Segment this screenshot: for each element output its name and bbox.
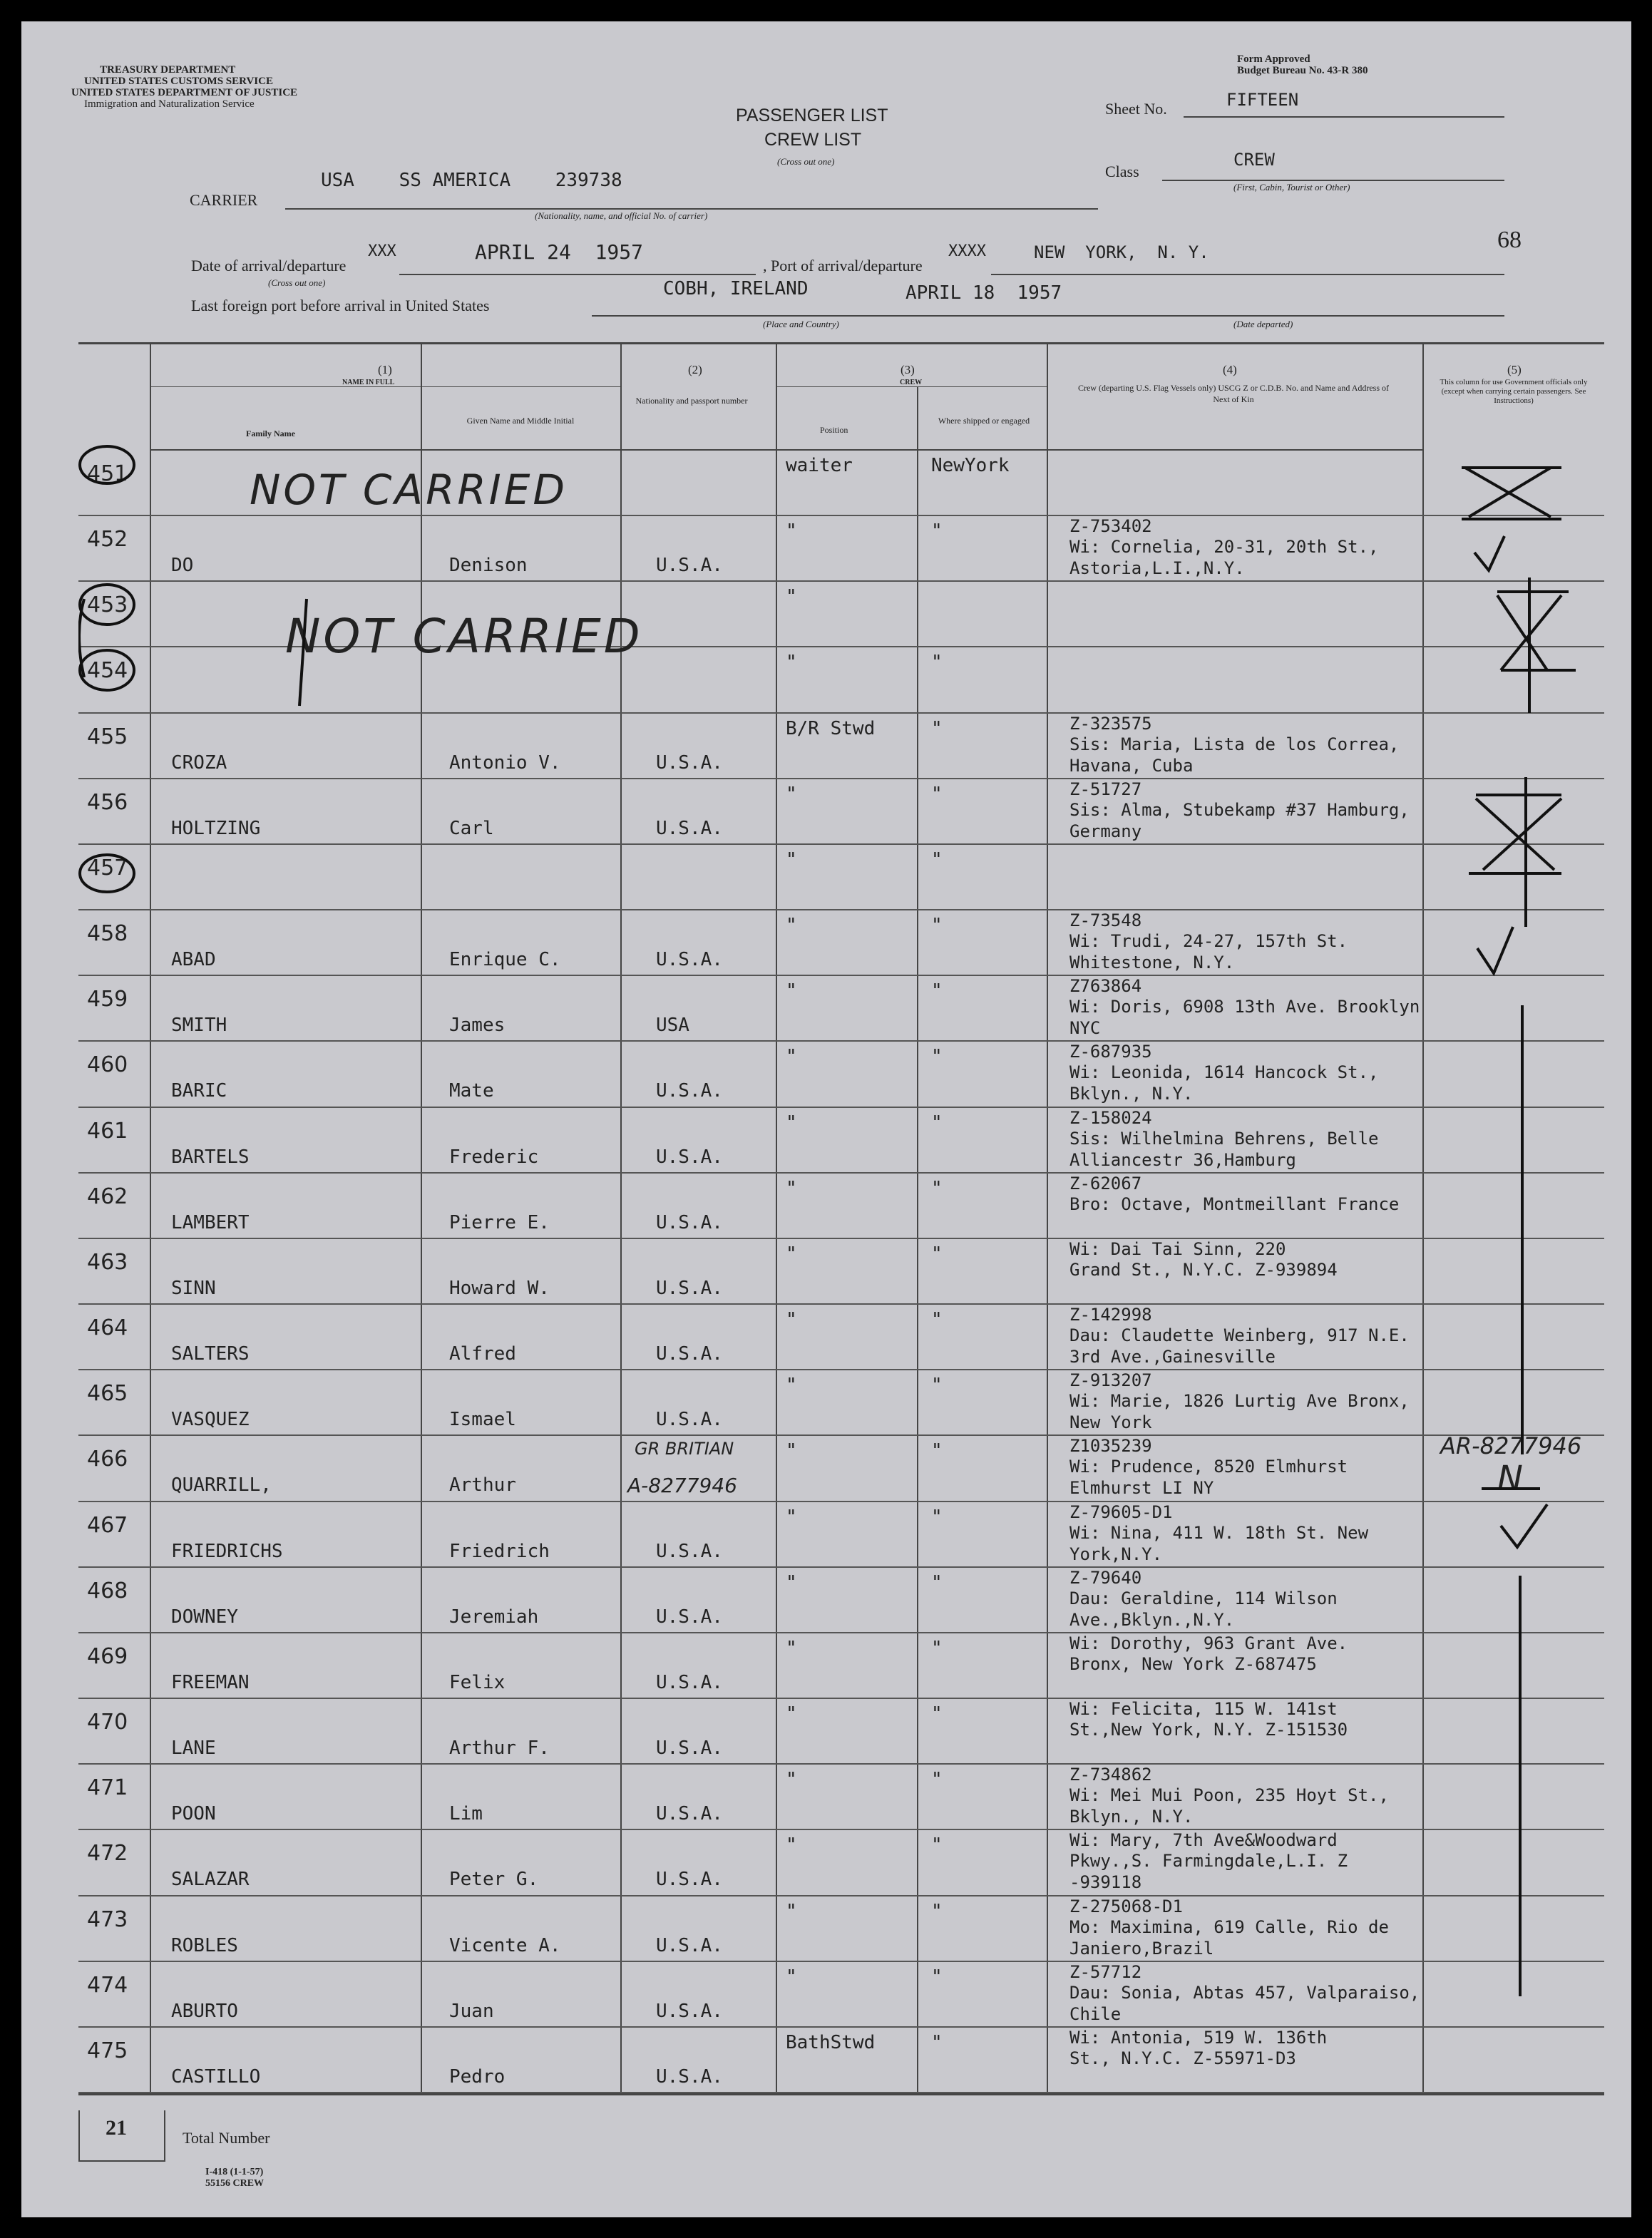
row-number: 473 <box>87 1906 128 1932</box>
family-name: FREEMAN <box>171 1671 250 1693</box>
next-of-kin-address: Bronx, New York Z-687475 <box>1069 1653 1317 1674</box>
class-hint: (First, Cabin, Tourist or Other) <box>1233 182 1350 193</box>
given-name: Carl <box>449 817 494 839</box>
where-shipped: " <box>931 1571 943 1593</box>
where-shipped: " <box>931 980 943 1002</box>
given-name: Arthur <box>449 1474 516 1497</box>
family-name: VASQUEZ <box>171 1409 250 1431</box>
next-of-kin-number: Z-62067 <box>1069 1173 1142 1194</box>
row-number: 475 <box>87 2038 128 2063</box>
row-circle-454 <box>80 650 134 690</box>
given-name: Ismael <box>449 1409 516 1431</box>
col2-title: Nationality and passport number <box>635 396 748 406</box>
where-shipped: " <box>931 717 943 739</box>
class-label: Class <box>1105 163 1139 180</box>
position: " <box>786 1243 797 1265</box>
next-of-kin-number: Z-79640 <box>1069 1567 1142 1588</box>
col-family-name: Family Name <box>246 428 295 438</box>
position: " <box>786 1703 797 1725</box>
col3-title: CREW <box>900 379 923 386</box>
family-name: SMITH <box>171 1015 227 1037</box>
next-of-kin-address: Sis: Alma, Stubekamp #37 Hamburg, Germany <box>1069 799 1410 841</box>
row-number: 461 <box>87 1118 128 1144</box>
col3-number: (3) <box>901 363 915 376</box>
next-of-kin-number: Z-79605-D1 <box>1069 1502 1173 1522</box>
given-name: Antonio V. <box>449 751 561 774</box>
date-label: Date of arrival/departure <box>191 257 347 274</box>
col2-number: (2) <box>688 363 702 376</box>
row-circle-451 <box>80 446 134 486</box>
col5-number: (5) <box>1507 363 1522 376</box>
where-shipped: " <box>931 915 943 937</box>
row-number: 457 <box>87 855 128 881</box>
family-name: DOWNEY <box>171 1606 238 1628</box>
nationality: U.S.A. <box>656 1934 723 1956</box>
col1-number: (1) <box>378 363 392 376</box>
page-number: 68 <box>1497 227 1522 253</box>
carrier-value: USA SS AMERICA 239738 <box>321 170 622 191</box>
position: " <box>786 1571 797 1593</box>
row-number: 453 <box>87 592 128 618</box>
date-departed-hint: (Date departed) <box>1233 319 1293 329</box>
nationality: U.S.A. <box>656 817 723 839</box>
where-shipped: " <box>931 1046 943 1068</box>
where-shipped: " <box>931 1375 943 1397</box>
col1-title: NAME IN FULL <box>342 379 395 386</box>
next-of-kin-address: Grand St., N.Y.C. Z-939894 <box>1069 1259 1338 1280</box>
nationality: U.S.A. <box>656 1277 723 1299</box>
nationality: U.S.A. <box>656 1080 723 1102</box>
next-of-kin-number: Wi: Mary, 7th Ave&Woodward <box>1069 1830 1338 1851</box>
port-label: , Port of arrival/departure <box>763 257 923 274</box>
where-shipped: " <box>931 1769 943 1791</box>
col5-title: This column for use Government officials only (except when carrying certain passengers. See Instructions) <box>1440 378 1588 405</box>
x-mark <box>1497 578 1576 713</box>
where-shipped: " <box>931 1243 943 1265</box>
nationality: U.S.A. <box>656 751 723 774</box>
next-of-kin-number: Wi: Dorothy, 963 Grant Ave. <box>1069 1633 1348 1653</box>
port-value: NEW YORK, N. Y. <box>1034 242 1209 262</box>
position: " <box>786 915 797 937</box>
given-name: Juan <box>449 2000 494 2022</box>
where-shipped: " <box>931 1177 943 1199</box>
next-of-kin-address: Wi: Prudence, 8520 Elmhurst Elmhurst LI NY <box>1069 1457 1348 1499</box>
col-where-shipped: Where shipped or engaged <box>938 416 1030 426</box>
position: " <box>786 1112 797 1134</box>
nationality: U.S.A. <box>656 1737 723 1760</box>
last-port-label: Last foreign port before arrival in United States <box>191 297 490 314</box>
passport-number: A-8277946 <box>627 1474 737 1497</box>
total-value: 21 <box>106 2116 127 2140</box>
nationality: U.S.A. <box>656 1606 723 1628</box>
next-of-kin-address: Wi: Leonida, 1614 Hancock St., Bklyn., N.Y. <box>1069 1062 1379 1104</box>
given-name: Friedrich <box>449 1540 550 1562</box>
family-name: SALTERS <box>171 1343 250 1365</box>
title-passenger: PASSENGER LIST <box>736 106 888 125</box>
family-name: ABAD <box>171 949 216 971</box>
row-number: 469 <box>87 1643 128 1669</box>
position: waiter <box>786 455 853 476</box>
given-name: Pedro <box>449 2065 506 2088</box>
document-page <box>21 21 1631 2217</box>
position: BathStwd <box>786 2031 876 2053</box>
row-number: 460 <box>87 1052 128 1078</box>
position: B/R Stwd <box>786 717 876 739</box>
next-of-kin-address: Wi: Nina, 411 W. 18th St. New York,N.Y. <box>1069 1522 1369 1564</box>
nationality: U.S.A. <box>656 1146 723 1168</box>
row-number: 472 <box>87 1841 128 1867</box>
next-of-kin-number: Z-51727 <box>1069 779 1142 799</box>
family-name: FRIEDRICHS <box>171 1540 283 1562</box>
family-name: BARIC <box>171 1080 227 1102</box>
given-name: Mate <box>449 1080 494 1102</box>
position: " <box>786 848 797 871</box>
position: " <box>786 652 797 674</box>
row-number: 451 <box>87 461 128 486</box>
nationality: U.S.A. <box>656 949 723 971</box>
row-number: 462 <box>87 1184 128 1209</box>
col5-letter-note: N <box>1497 1459 1523 1499</box>
nationality: U.S.A. <box>656 2065 723 2088</box>
class-value: CREW <box>1233 150 1275 170</box>
check-mark <box>1501 1504 1547 1547</box>
next-of-kin-address: Wi: Mei Mui Poon, 235 Hoyt St., Bklyn., N.Y. <box>1069 1785 1389 1827</box>
row-number: 459 <box>87 987 128 1012</box>
departed-date: APRIL 18 1957 <box>905 282 1062 304</box>
next-of-kin-number: Z763864 <box>1069 976 1142 997</box>
next-of-kin-number: Z-734862 <box>1069 1765 1152 1785</box>
next-of-kin-number: Z-275068-D1 <box>1069 1896 1183 1916</box>
agency-line: TREASURY DEPARTMENT <box>100 64 236 76</box>
next-of-kin-address: Sis: Wilhelmina Behrens, Belle Alliancestr 36,Hamburg <box>1069 1128 1379 1170</box>
nationality: U.S.A. <box>656 1343 723 1365</box>
form-code: 55156 CREW <box>205 2178 265 2189</box>
date-xxx: XXX <box>368 242 396 260</box>
next-of-kin-address: Pkwy.,S. Farmingdale,L.I. Z -939118 <box>1069 1851 1348 1893</box>
col-given-name: Given Name and Middle Initial <box>466 416 575 426</box>
cross-out-hint: (Cross out one) <box>777 156 835 167</box>
given-name: Denison <box>449 555 528 577</box>
family-name: QUARRILL, <box>171 1474 272 1497</box>
family-name: DO <box>171 555 194 577</box>
given-name: Enrique C. <box>449 949 561 971</box>
family-name: ABURTO <box>171 2000 238 2022</box>
row-number: 470 <box>87 1710 128 1735</box>
form-number: I-418 (1-1-57) <box>205 2167 264 2177</box>
port-xxxx: XXXX <box>948 242 986 260</box>
given-name: Frederic <box>449 1146 539 1168</box>
given-name: Alfred <box>449 1343 516 1365</box>
where-shipped: " <box>931 1309 943 1331</box>
where-shipped: " <box>931 848 943 871</box>
where-shipped: NewYork <box>931 455 1010 476</box>
position: " <box>786 1440 797 1462</box>
where-shipped: " <box>931 1506 943 1528</box>
where-shipped: " <box>931 652 943 674</box>
where-shipped: " <box>931 1637 943 1659</box>
next-of-kin-address: Wi: Cornelia, 20-31, 20th St., Astoria,L.I.,N.Y. <box>1069 537 1379 579</box>
row-number: 455 <box>87 724 128 749</box>
carrier-label: CARRIER <box>190 191 258 209</box>
next-of-kin-address: Dau: Claudette Weinberg, 917 N.E. 3rd Ave.,Gainesville <box>1069 1325 1410 1367</box>
family-name: LANE <box>171 1737 216 1760</box>
given-name: James <box>449 1015 506 1037</box>
where-shipped: " <box>931 2031 943 2053</box>
col5-passport-note: AR-8277946 <box>1440 1432 1582 1459</box>
nationality: U.S.A. <box>656 1540 723 1562</box>
row-circle-453 <box>80 585 134 625</box>
next-of-kin-address: Bro: Octave, Montmeillant France <box>1069 1194 1400 1214</box>
next-of-kin-address: Dau: Sonia, Abtas 457, Valparaiso, Chile <box>1069 1982 1420 2024</box>
given-name: Peter G. <box>449 1869 539 1891</box>
family-name: SINN <box>171 1277 216 1299</box>
position: " <box>786 1637 797 1659</box>
place-hint: (Place and Country) <box>763 319 839 329</box>
col4-title: Crew (departing U.S. Flag Vessels only) USCG Z or C.D.B. No. and Name and Address of Next of Kin <box>1077 383 1390 404</box>
nationality: GR BRITIAN <box>635 1439 734 1459</box>
where-shipped: " <box>931 1440 943 1462</box>
position: " <box>786 1769 797 1791</box>
next-of-kin-address: Mo: Maximina, 619 Calle, Rio de Janiero,Brazil <box>1069 1916 1389 1959</box>
family-name: POON <box>171 1803 216 1825</box>
next-of-kin-number: Z-158024 <box>1069 1107 1152 1128</box>
next-of-kin-number: Z-753402 <box>1069 516 1152 537</box>
family-name: LAMBERT <box>171 1211 250 1233</box>
agency-header <box>71 64 297 110</box>
last-port-value: COBH, IRELAND <box>663 278 809 299</box>
nationality: U.S.A. <box>656 1803 723 1825</box>
family-name: CASTILLO <box>171 2065 261 2088</box>
next-of-kin-address: Wi: Marie, 1826 Lurtig Ave Bronx, New York <box>1069 1391 1410 1433</box>
position: " <box>786 1177 797 1199</box>
row-number: 467 <box>87 1512 128 1538</box>
row-number: 464 <box>87 1315 128 1341</box>
row-number: 456 <box>87 789 128 815</box>
row-number: 452 <box>87 527 128 553</box>
next-of-kin-number: Wi: Felicita, 115 W. 141st <box>1069 1699 1338 1720</box>
x-mark <box>1469 777 1561 927</box>
carrier-hint: (Nationality, name, and official No. of carrier) <box>535 210 708 221</box>
nationality: U.S.A. <box>656 1671 723 1693</box>
where-shipped: " <box>931 1900 943 1922</box>
next-of-kin-address: Wi: Doris, 6908 13th Ave. Brooklyn NYC <box>1069 997 1420 1039</box>
not-carried-note: NOT CARRIED <box>285 609 643 664</box>
next-of-kin-number: Wi: Antonia, 519 W. 136th <box>1069 2027 1328 2048</box>
given-name: Pierre E. <box>449 1211 550 1233</box>
nationality: U.S.A. <box>656 1211 723 1233</box>
family-name: BARTELS <box>171 1146 250 1168</box>
check-mark <box>1477 927 1513 973</box>
budget-number: Budget Bureau No. 43-R 380 <box>1237 65 1368 76</box>
next-of-kin-number: Z-57712 <box>1069 1961 1142 1982</box>
title-crew: CREW LIST <box>764 130 862 150</box>
x-mark <box>1462 468 1561 519</box>
next-of-kin-number: Z1035239 <box>1069 1436 1152 1457</box>
where-shipped: " <box>931 1834 943 1857</box>
total-label: Total Number <box>183 2129 270 2147</box>
position: " <box>786 586 797 608</box>
next-of-kin-number: Wi: Dai Tai Sinn, 220 <box>1069 1238 1286 1259</box>
position: " <box>786 783 797 805</box>
nationality: U.S.A. <box>656 1409 723 1431</box>
next-of-kin-number: Z-687935 <box>1069 1042 1152 1062</box>
row-number: 465 <box>87 1381 128 1407</box>
position: " <box>786 980 797 1002</box>
row-number: 463 <box>87 1249 128 1275</box>
position: " <box>786 1834 797 1857</box>
where-shipped: " <box>931 783 943 805</box>
col-position: Position <box>820 425 848 435</box>
where-shipped: " <box>931 1703 943 1725</box>
next-of-kin-number: Z-73548 <box>1069 910 1142 931</box>
not-carried-note: NOT CARRIED <box>250 466 568 514</box>
given-name: Howard W. <box>449 1277 550 1299</box>
where-shipped: " <box>931 1112 943 1134</box>
nationality: U.S.A. <box>656 1869 723 1891</box>
next-of-kin-address: Dau: Geraldine, 114 Wilson Ave.,Bklyn.,N.Y. <box>1069 1588 1338 1630</box>
next-of-kin-address: Wi: Trudi, 24-27, 157th St. Whitestone, N.Y. <box>1069 931 1348 973</box>
col4-number: (4) <box>1223 363 1237 376</box>
agency-line: UNITED STATES CUSTOMS SERVICE <box>84 76 273 87</box>
given-name: Lim <box>449 1803 483 1825</box>
next-of-kin-number: Z-913207 <box>1069 1370 1152 1391</box>
given-name: Felix <box>449 1671 506 1693</box>
row-number: 454 <box>87 658 128 684</box>
given-name: Jeremiah <box>449 1606 539 1628</box>
agency-line: UNITED STATES DEPARTMENT OF JUSTICE <box>71 87 298 98</box>
form-approved: Form Approved <box>1237 53 1310 65</box>
row-circle-457 <box>80 855 134 892</box>
date-hint: (Cross out one) <box>268 277 326 288</box>
family-name: ROBLES <box>171 1934 238 1956</box>
position: " <box>786 1506 797 1528</box>
position: " <box>786 1900 797 1922</box>
next-of-kin-address: Sis: Maria, Lista de los Correa, Havana, Cuba <box>1069 734 1400 776</box>
row-number: 466 <box>87 1447 128 1472</box>
sheet-value: FIFTEEN <box>1226 90 1299 110</box>
where-shipped: " <box>931 1966 943 1988</box>
next-of-kin-number: Z-323575 <box>1069 713 1152 734</box>
position: " <box>786 1046 797 1068</box>
position: " <box>786 1375 797 1397</box>
arrival-date: APRIL 24 1957 <box>475 240 644 264</box>
family-name: SALAZAR <box>171 1869 250 1891</box>
nationality: U.S.A. <box>656 555 723 577</box>
check-mark <box>1474 536 1504 570</box>
nationality: U.S.A. <box>656 2000 723 2022</box>
family-name: CROZA <box>171 751 227 774</box>
given-name: Arthur F. <box>449 1737 550 1760</box>
position: " <box>786 1309 797 1331</box>
handwritten-marks <box>78 342 1604 2110</box>
given-name: Vicente A. <box>449 1934 561 1956</box>
next-of-kin-number: Z-142998 <box>1069 1305 1152 1325</box>
sheet-label: Sheet No. <box>1105 100 1167 118</box>
row-number: 474 <box>87 1972 128 1998</box>
row-number: 458 <box>87 921 128 947</box>
nationality: USA <box>656 1015 689 1037</box>
position: " <box>786 520 797 543</box>
where-shipped: " <box>931 520 943 543</box>
next-of-kin-address: St., N.Y.C. Z-55971-D3 <box>1069 2048 1296 2068</box>
row-number: 468 <box>87 1578 128 1603</box>
row-number: 471 <box>87 1775 128 1801</box>
next-of-kin-address: St.,New York, N.Y. Z-151530 <box>1069 1720 1348 1740</box>
crew-table <box>78 342 1604 2110</box>
family-name: HOLTZING <box>171 817 261 839</box>
position: " <box>786 1966 797 1988</box>
agency-line: Immigration and Naturalization Service <box>84 98 255 110</box>
